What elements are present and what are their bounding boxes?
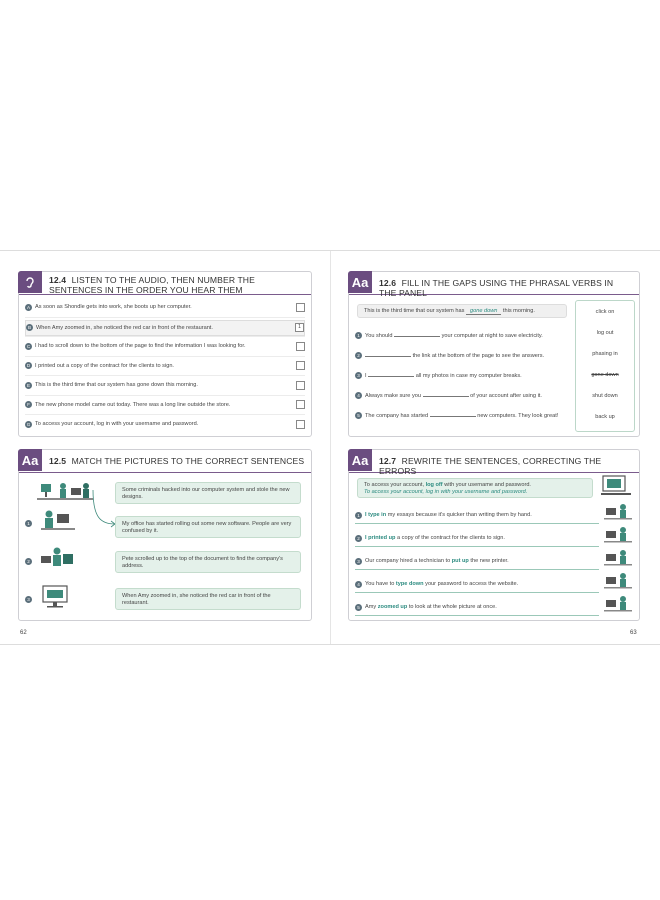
- error-sentence: [365, 558, 599, 564]
- answer-line[interactable]: [355, 592, 599, 593]
- panel-word: gone down: [591, 372, 619, 378]
- example-wrong-before: To access your account,: [364, 482, 425, 488]
- letter-badge: F: [25, 401, 32, 408]
- exercise-title: [379, 456, 633, 476]
- sentence-after: the new printer.: [470, 558, 509, 564]
- number-badge: 4: [355, 392, 362, 399]
- error-sentence-row: [355, 577, 599, 591]
- person-with-tablet-picture: [37, 546, 77, 572]
- gap-after: new computers. They look great!: [477, 413, 559, 419]
- person-at-desk-icon: [603, 525, 633, 545]
- gap-sentence: [365, 351, 567, 359]
- word-panel: [575, 300, 635, 432]
- answer-box[interactable]: [296, 420, 305, 429]
- sentence-row: [25, 417, 305, 431]
- panel-word: log out: [596, 330, 614, 336]
- gap-after: of your account after using it.: [470, 393, 542, 399]
- example-before: This is the third time that our system has: [364, 308, 465, 314]
- answer-box[interactable]: [296, 400, 305, 409]
- exercise-12-7: [348, 449, 640, 621]
- match-sentence: When Amy zoomed in, she noticed the red car in front of the restaurant.: [115, 588, 301, 610]
- example-sentence: [357, 304, 567, 318]
- example-wrong-hl: log off: [425, 482, 443, 488]
- exercise-title: [379, 278, 633, 298]
- gap-sentence: [365, 411, 567, 419]
- match-sentence: Pete scrolled up to the top of the document to find the company's address.: [115, 551, 301, 573]
- sentence-text: I printed out a copy of the contract for the clients to sign.: [35, 362, 174, 369]
- sentence-after: to look at the whole picture at once.: [408, 604, 497, 610]
- answer-line[interactable]: [355, 523, 599, 524]
- person-at-desk-icon: [603, 571, 633, 591]
- answer-box[interactable]: 1: [295, 323, 304, 332]
- error-phrase: zoomed up: [377, 604, 408, 610]
- error-sentence-row: [355, 554, 599, 568]
- exercise-header: [19, 272, 311, 295]
- gap-sentence-row: [355, 408, 567, 422]
- picture-number-badge: 2: [25, 558, 32, 565]
- answer-gap[interactable]: [394, 331, 440, 337]
- row-divider: [25, 414, 305, 415]
- vocab-aa-icon: Aa: [18, 449, 42, 471]
- match-sentence: Some criminals hacked into our computer system and stole the new designs.: [115, 482, 301, 504]
- letter-badge: B: [27, 325, 32, 330]
- number-badge: 3: [355, 558, 362, 565]
- answer-gap[interactable]: [423, 391, 469, 397]
- sentence-text: I had to scroll down to the bottom of the page to find the information I was looking for.: [35, 343, 246, 349]
- error-phrase: type down: [395, 581, 424, 587]
- error-phrase: I printed up: [365, 535, 396, 541]
- sentence-row: [25, 339, 305, 353]
- vocab-aa-icon: Aa: [348, 271, 372, 293]
- example-after: this morning.: [502, 308, 535, 314]
- exercise-title-text: REWRITE THE SENTENCES, CORRECTING THE ERRORS: [379, 456, 602, 476]
- exercise-title-text: LISTEN TO THE AUDIO, THEN NUMBER THE SENTENCES IN THE ORDER YOU HEAR THEM: [49, 275, 255, 295]
- person-at-desk-icon: [603, 548, 633, 568]
- number-badge: 5: [355, 604, 362, 611]
- error-sentence: [365, 535, 599, 541]
- answer-line[interactable]: [355, 569, 599, 570]
- gap-sentence: [365, 391, 567, 399]
- sentence-text: As soon as Shondle gets into work, she boots up her computer.: [35, 304, 192, 310]
- page-number-left: 62: [20, 630, 27, 636]
- answer-gap[interactable]: [365, 351, 411, 357]
- example-wrong-after: with your username and password.: [444, 482, 531, 488]
- page-gutter: [330, 251, 331, 644]
- error-sentence-row: [355, 508, 599, 522]
- exercise-number: 12.4: [49, 275, 67, 285]
- number-badge: 1: [355, 512, 362, 519]
- number-badge: 1: [355, 332, 362, 339]
- row-divider: [25, 375, 305, 376]
- sentence-after: a copy of the contract for the clients to sign.: [397, 535, 505, 541]
- gap-sentence-row: [355, 368, 567, 382]
- error-phrase: put up: [451, 558, 469, 564]
- panel-word: shut down: [592, 393, 618, 399]
- sentence-row: [25, 359, 305, 373]
- sentence-before: Amy: [365, 604, 377, 610]
- gap-after: your computer at night to save electricity.: [441, 333, 543, 339]
- number-badge: 3: [355, 372, 362, 379]
- letter-badge: D: [26, 363, 31, 368]
- answer-box[interactable]: [296, 303, 305, 312]
- exercise-header: [19, 450, 311, 473]
- gap-sentence: [365, 331, 567, 339]
- ear-icon: [18, 271, 42, 293]
- answer-gap[interactable]: [368, 371, 414, 377]
- exercise-header: [349, 450, 639, 476]
- sentence-before: Our company hired a technician to: [365, 558, 451, 564]
- error-sentence: [365, 581, 599, 587]
- book-spread: [0, 250, 660, 645]
- sentence-text: The new phone model came out today. There was a long line outside the store.: [35, 401, 231, 408]
- answer-box[interactable]: [296, 342, 305, 351]
- gap-sentence: [365, 371, 567, 379]
- example-wrong: [364, 482, 586, 489]
- number-badge: 2: [355, 352, 362, 359]
- answer-line[interactable]: [355, 615, 599, 616]
- row-divider: [25, 317, 305, 318]
- exercise-12-4: [18, 271, 312, 437]
- sentence-row: [25, 300, 305, 314]
- exercise-title: [49, 275, 305, 295]
- exercise-number: 12.6: [379, 278, 397, 288]
- number-badge: 2: [355, 535, 362, 542]
- number-badge: 5: [355, 412, 362, 419]
- exercise-12-6: [348, 271, 640, 437]
- sentence-text: When Amy zoomed in, she noticed the red car in front of the restaurant.: [36, 324, 213, 331]
- panel-word: click on: [595, 309, 615, 315]
- sentence-row: [25, 378, 305, 392]
- error-sentence-row: [355, 600, 599, 614]
- row-divider: [25, 336, 305, 337]
- example-fill: gone down: [466, 308, 501, 315]
- letter-badge: G: [26, 421, 31, 427]
- error-sentence-row: [355, 531, 599, 545]
- sentence-after: my essays because it's quicker than writing them by hand.: [387, 512, 532, 518]
- gap-sentence-row: [355, 388, 567, 402]
- panel-word: phasing in: [592, 351, 618, 357]
- picture-number-badge: 1: [25, 520, 32, 527]
- person-at-computer-picture: [37, 508, 77, 534]
- letter-badge: E: [26, 382, 31, 388]
- letter-badge: A: [26, 304, 31, 310]
- answer-line[interactable]: [355, 546, 599, 547]
- gap-sentence-row: [355, 328, 567, 342]
- example-box: [357, 478, 593, 498]
- exercise-number: 12.5: [49, 456, 67, 466]
- picture-number-badge: 3: [25, 596, 32, 603]
- office-scene-picture: [37, 478, 93, 504]
- error-phrase: I type in: [365, 512, 387, 518]
- gap-sentence-row: [355, 348, 567, 362]
- answer-box[interactable]: [296, 361, 305, 370]
- gap-before: You should: [365, 333, 393, 339]
- exercise-header: [349, 272, 639, 298]
- exercise-title: [49, 456, 305, 466]
- sentence-row: [25, 398, 305, 412]
- person-at-desk-icon: [603, 594, 633, 614]
- gap-before: Always make sure you: [365, 393, 421, 399]
- gap-after: all my photos in case my computer breaks.: [415, 373, 522, 379]
- number-badge: 4: [355, 581, 362, 588]
- error-sentence: [365, 604, 599, 610]
- example-right: To access your account, log in with your username and password.: [364, 489, 528, 495]
- gap-before: The company has started: [365, 413, 429, 419]
- match-sentence: My office has started rolling out some new software. People are very confused by it.: [115, 516, 301, 538]
- gap-after: the link at the bottom of the page to see the answers.: [412, 353, 545, 359]
- row-divider: [25, 356, 305, 357]
- row-divider: [25, 395, 305, 396]
- exercise-number: 12.7: [379, 456, 397, 466]
- gap-before: I: [365, 373, 367, 379]
- monitor-picture: [37, 584, 77, 610]
- sentence-after: your password to access the website.: [425, 581, 519, 587]
- sentence-before: You have to: [365, 581, 395, 587]
- exercise-title-text: MATCH THE PICTURES TO THE CORRECT SENTENCES: [71, 456, 305, 466]
- exercise-12-5: [18, 449, 312, 621]
- exercise-title-text: FILL IN THE GAPS USING THE PHRASAL VERBS IN THE PANEL: [379, 278, 614, 298]
- sentence-row: [25, 320, 305, 336]
- answer-box[interactable]: [296, 381, 305, 390]
- vocab-aa-icon: Aa: [348, 449, 372, 471]
- page-number-right: 63: [630, 630, 637, 636]
- person-at-desk-icon: [603, 502, 633, 522]
- error-sentence: [365, 512, 599, 518]
- letter-badge: C: [26, 343, 31, 349]
- answer-gap[interactable]: [430, 411, 476, 417]
- sentence-text: To access your account, log in with your username and password.: [35, 421, 199, 427]
- sentence-text: This is the third time that our system has gone down this morning.: [35, 382, 198, 388]
- panel-word: back up: [595, 414, 615, 420]
- computer-picture: [599, 474, 633, 498]
